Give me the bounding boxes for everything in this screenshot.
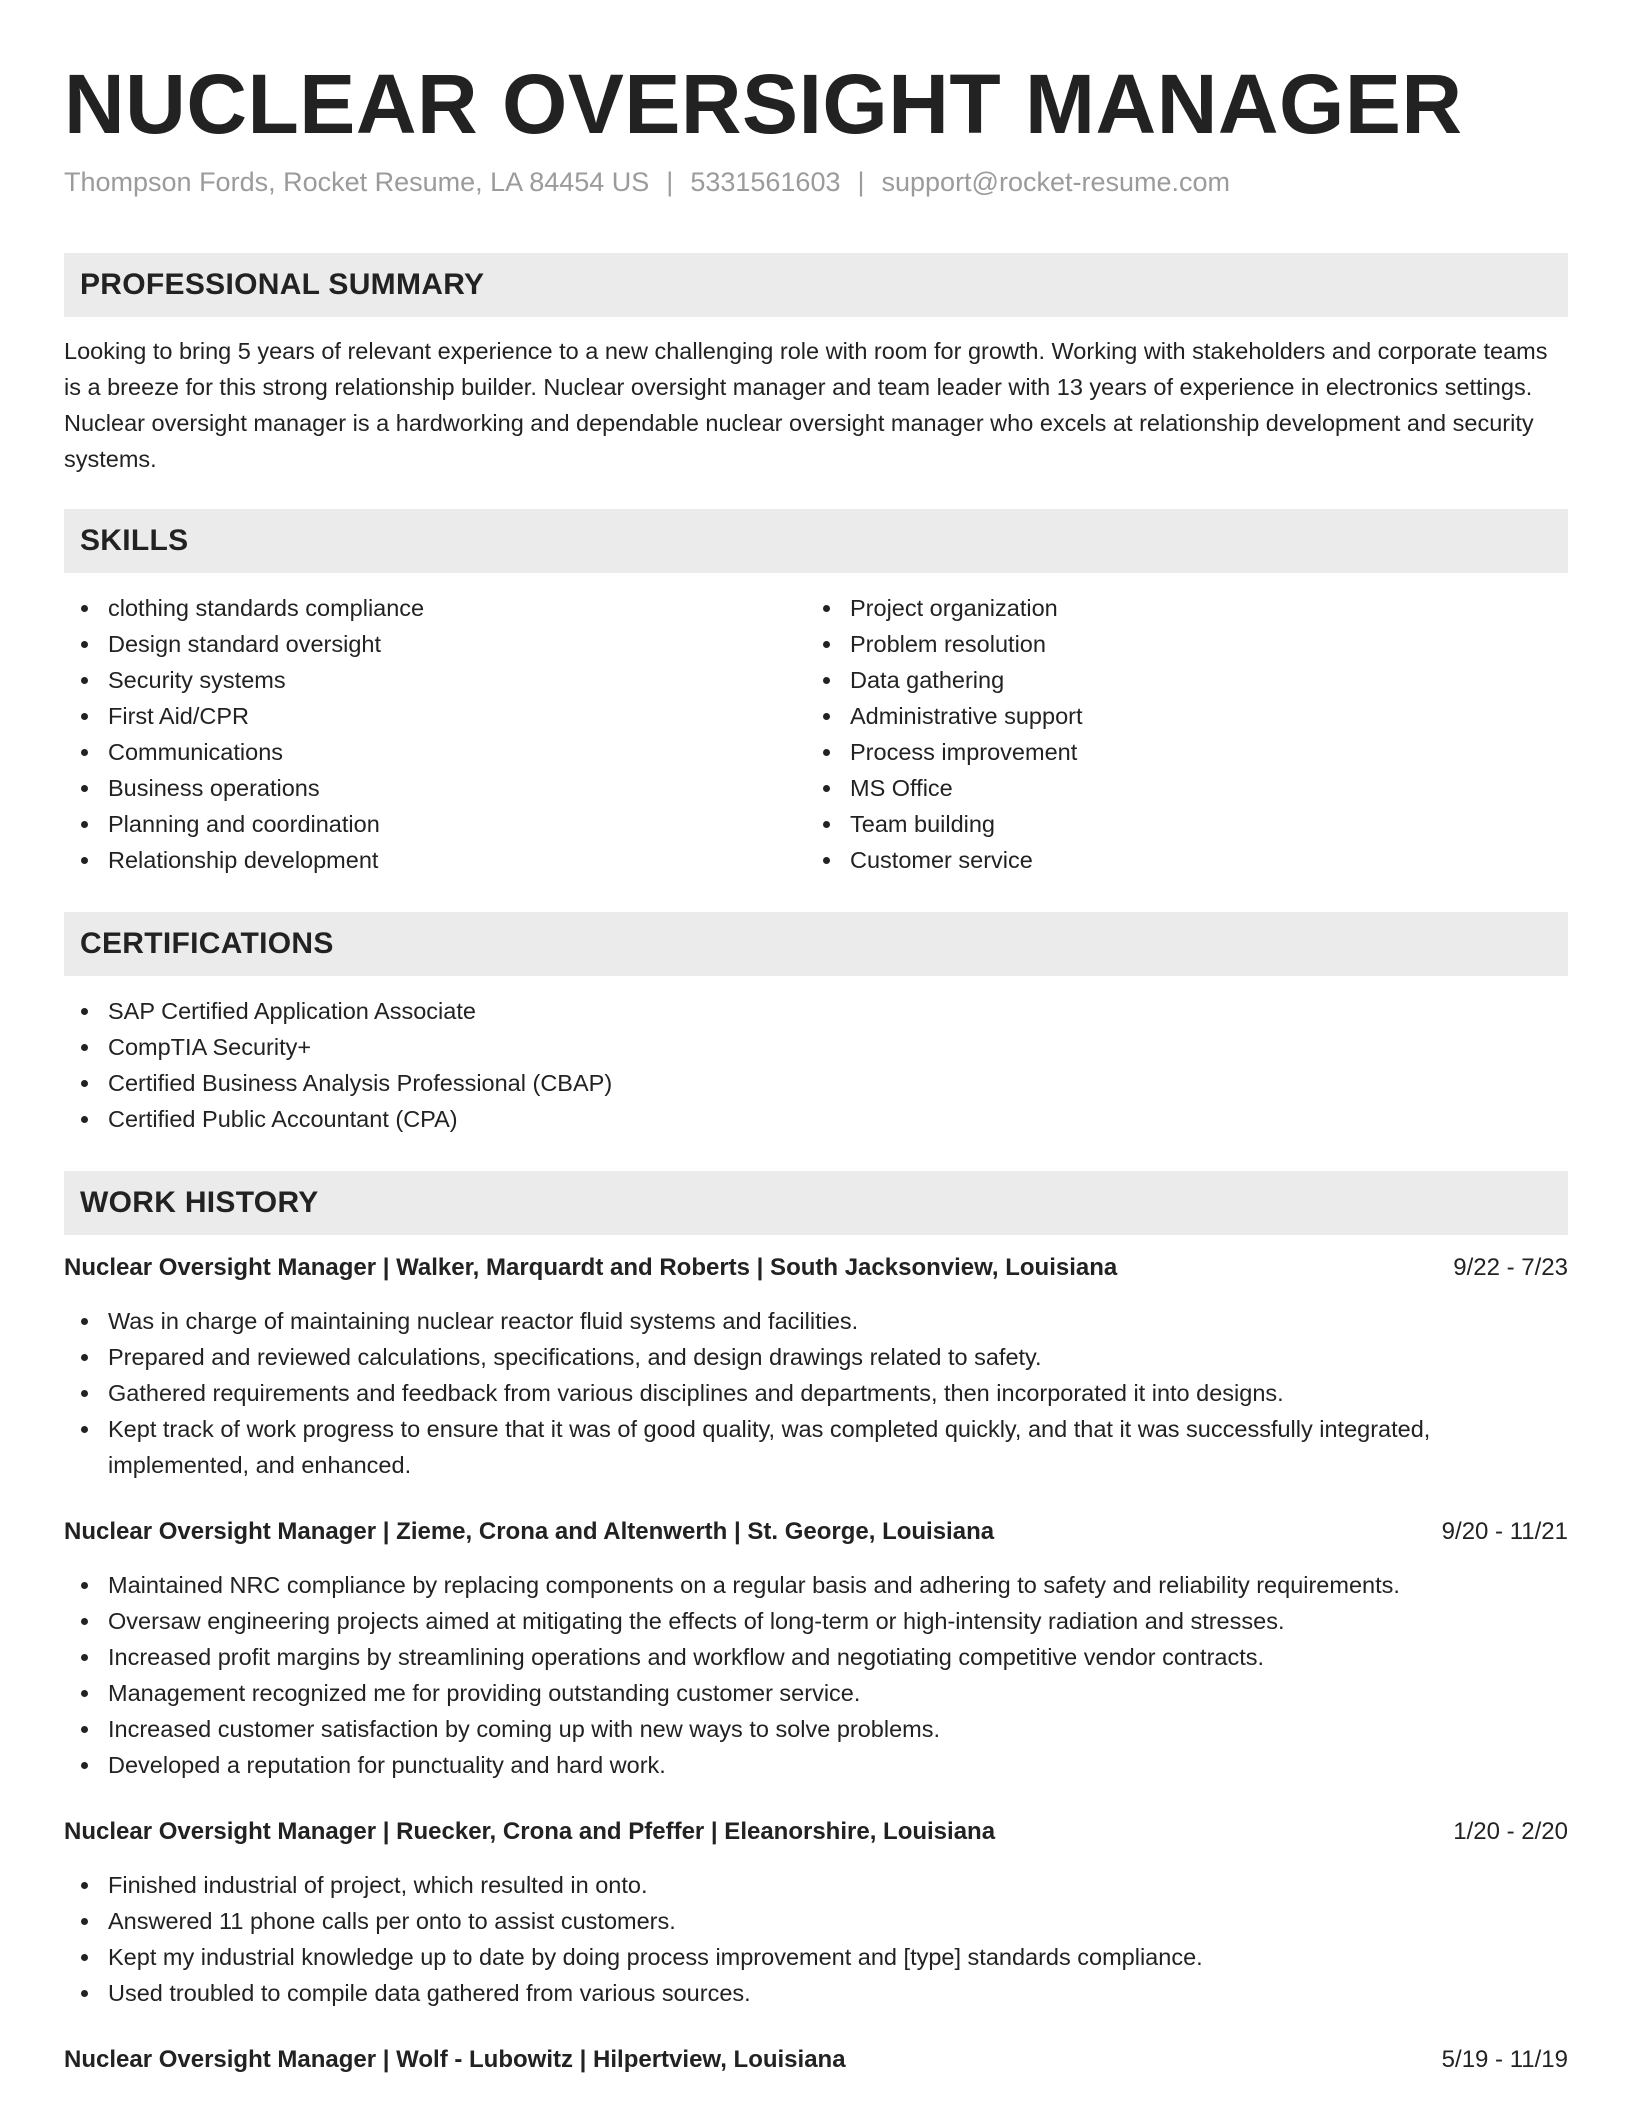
skills-left-list <box>64 590 806 878</box>
job-title: Nuclear Oversight Manager | Walker, Marquardt and Roberts | South Jacksonview, Louisiana <box>64 1254 1118 1281</box>
skill-item: Problem resolution <box>806 626 1548 662</box>
job-title: Nuclear Oversight Manager | Zieme, Crona and Altenwerth | St. George, Louisiana <box>64 1518 995 1545</box>
job-header <box>64 1251 1568 1285</box>
skill-item: clothing standards compliance <box>64 590 806 626</box>
contact-separator: | <box>857 167 865 197</box>
skill-item: First Aid/CPR <box>64 698 806 734</box>
job-bullet: Gathered requirements and feedback from various disciplines and departments, then incorporated it into designs. <box>64 1375 1568 1411</box>
job-bullet: Developed a reputation for punctuality and hard work. <box>64 1747 1568 1783</box>
skill-item: Security systems <box>64 662 806 698</box>
job-entry <box>64 1251 1568 1483</box>
job-bullet: Was in charge of maintaining nuclear reactor fluid systems and facilities. <box>64 1303 1568 1339</box>
contact-line <box>64 164 1568 200</box>
job-bullet-list <box>64 1303 1568 1483</box>
job-bullet: Answered 11 phone calls per onto to assist customers. <box>64 1903 1568 1939</box>
job-bullet: Prepared and reviewed calculations, specifications, and design drawings related to safety. <box>64 1339 1568 1375</box>
skill-item: Design standard oversight <box>64 626 806 662</box>
summary-heading: PROFESSIONAL SUMMARY <box>64 253 1568 317</box>
skill-item: Team building <box>806 806 1548 842</box>
contact-separator: | <box>666 167 674 197</box>
work-history-heading: WORK HISTORY <box>64 1171 1568 1235</box>
job-dates: 9/20 - 11/21 <box>1441 1518 1568 1545</box>
job-bullet: Management recognized me for providing outstanding customer service. <box>64 1675 1568 1711</box>
skill-item: Administrative support <box>806 698 1548 734</box>
resume-page <box>64 54 1568 2077</box>
job-bullet: Maintained NRC compliance by replacing components on a regular basis and adhering to safety and reliability requirements. <box>64 1567 1568 1603</box>
job-title: Nuclear Oversight Manager | Wolf - Lubowitz | Hilpertview, Louisiana <box>64 2046 846 2073</box>
job-header <box>64 2043 1568 2077</box>
job-bullet: Used troubled to compile data gathered from various sources. <box>64 1975 1568 2011</box>
job-bullet: Oversaw engineering projects aimed at mitigating the effects of long-term or high-intensity radiation and stresses. <box>64 1603 1568 1639</box>
skill-item: Customer service <box>806 842 1548 878</box>
job-dates: 9/22 - 7/23 <box>1453 1254 1568 1281</box>
contact-phone: 5331561603 <box>690 167 841 197</box>
skill-item: Data gathering <box>806 662 1548 698</box>
certifications-heading: CERTIFICATIONS <box>64 912 1568 976</box>
job-bullet: Finished industrial of project, which resulted in onto. <box>64 1867 1568 1903</box>
job-bullet: Kept track of work progress to ensure that it was of good quality, was completed quickly, and that it was successfully integrated, implemented, and enhanced. <box>64 1411 1568 1483</box>
certifications-list <box>64 993 1568 1137</box>
job-entry <box>64 2043 1568 2077</box>
job-bullet: Increased profit margins by streamlining operations and workflow and negotiating competitive vendor contracts. <box>64 1639 1568 1675</box>
certification-item: CompTIA Security+ <box>64 1029 1568 1065</box>
certification-item: Certified Business Analysis Professional (CBAP) <box>64 1065 1568 1101</box>
job-entry <box>64 1815 1568 2011</box>
contact-email: support@rocket-resume.com <box>881 167 1231 197</box>
certification-item: Certified Public Accountant (CPA) <box>64 1101 1568 1137</box>
skill-item: Process improvement <box>806 734 1548 770</box>
job-bullet: Increased customer satisfaction by coming up with new ways to solve problems. <box>64 1711 1568 1747</box>
skills-grid <box>64 590 1568 878</box>
contact-address: Thompson Fords, Rocket Resume, LA 84454 US <box>64 167 650 197</box>
job-bullet-list <box>64 1867 1568 2011</box>
skills-heading: SKILLS <box>64 509 1568 573</box>
job-dates: 5/19 - 11/19 <box>1441 2046 1568 2073</box>
summary-text: Looking to bring 5 years of relevant experience to a new challenging role with room for growth. Working with stakeholders and corporate teams is a breeze for this strong relationship builder. Nuclear oversight manager and team leader with 13 years of experience in electronics settings. Nuclear oversight manager is a hardworking and dependable nuclear oversight manager who excels at relationship development and security systems. <box>64 338 1548 472</box>
skills-right-list <box>806 590 1548 878</box>
skill-item: Business operations <box>64 770 806 806</box>
job-dates: 1/20 - 2/20 <box>1453 1818 1568 1845</box>
skill-item: Project organization <box>806 590 1548 626</box>
job-header <box>64 1815 1568 1849</box>
resume-title: NUCLEAR OVERSIGHT MANAGER <box>64 57 1463 151</box>
job-header <box>64 1515 1568 1549</box>
job-entry <box>64 1515 1568 1783</box>
skill-item: Communications <box>64 734 806 770</box>
job-bullet-list <box>64 1567 1568 1783</box>
skill-item: Relationship development <box>64 842 806 878</box>
skill-item: MS Office <box>806 770 1548 806</box>
certification-item: SAP Certified Application Associate <box>64 993 1568 1029</box>
skill-item: Planning and coordination <box>64 806 806 842</box>
job-title: Nuclear Oversight Manager | Ruecker, Crona and Pfeffer | Eleanorshire, Louisiana <box>64 1818 996 1845</box>
job-bullet: Kept my industrial knowledge up to date by doing process improvement and [type] standards compliance. <box>64 1939 1568 1975</box>
